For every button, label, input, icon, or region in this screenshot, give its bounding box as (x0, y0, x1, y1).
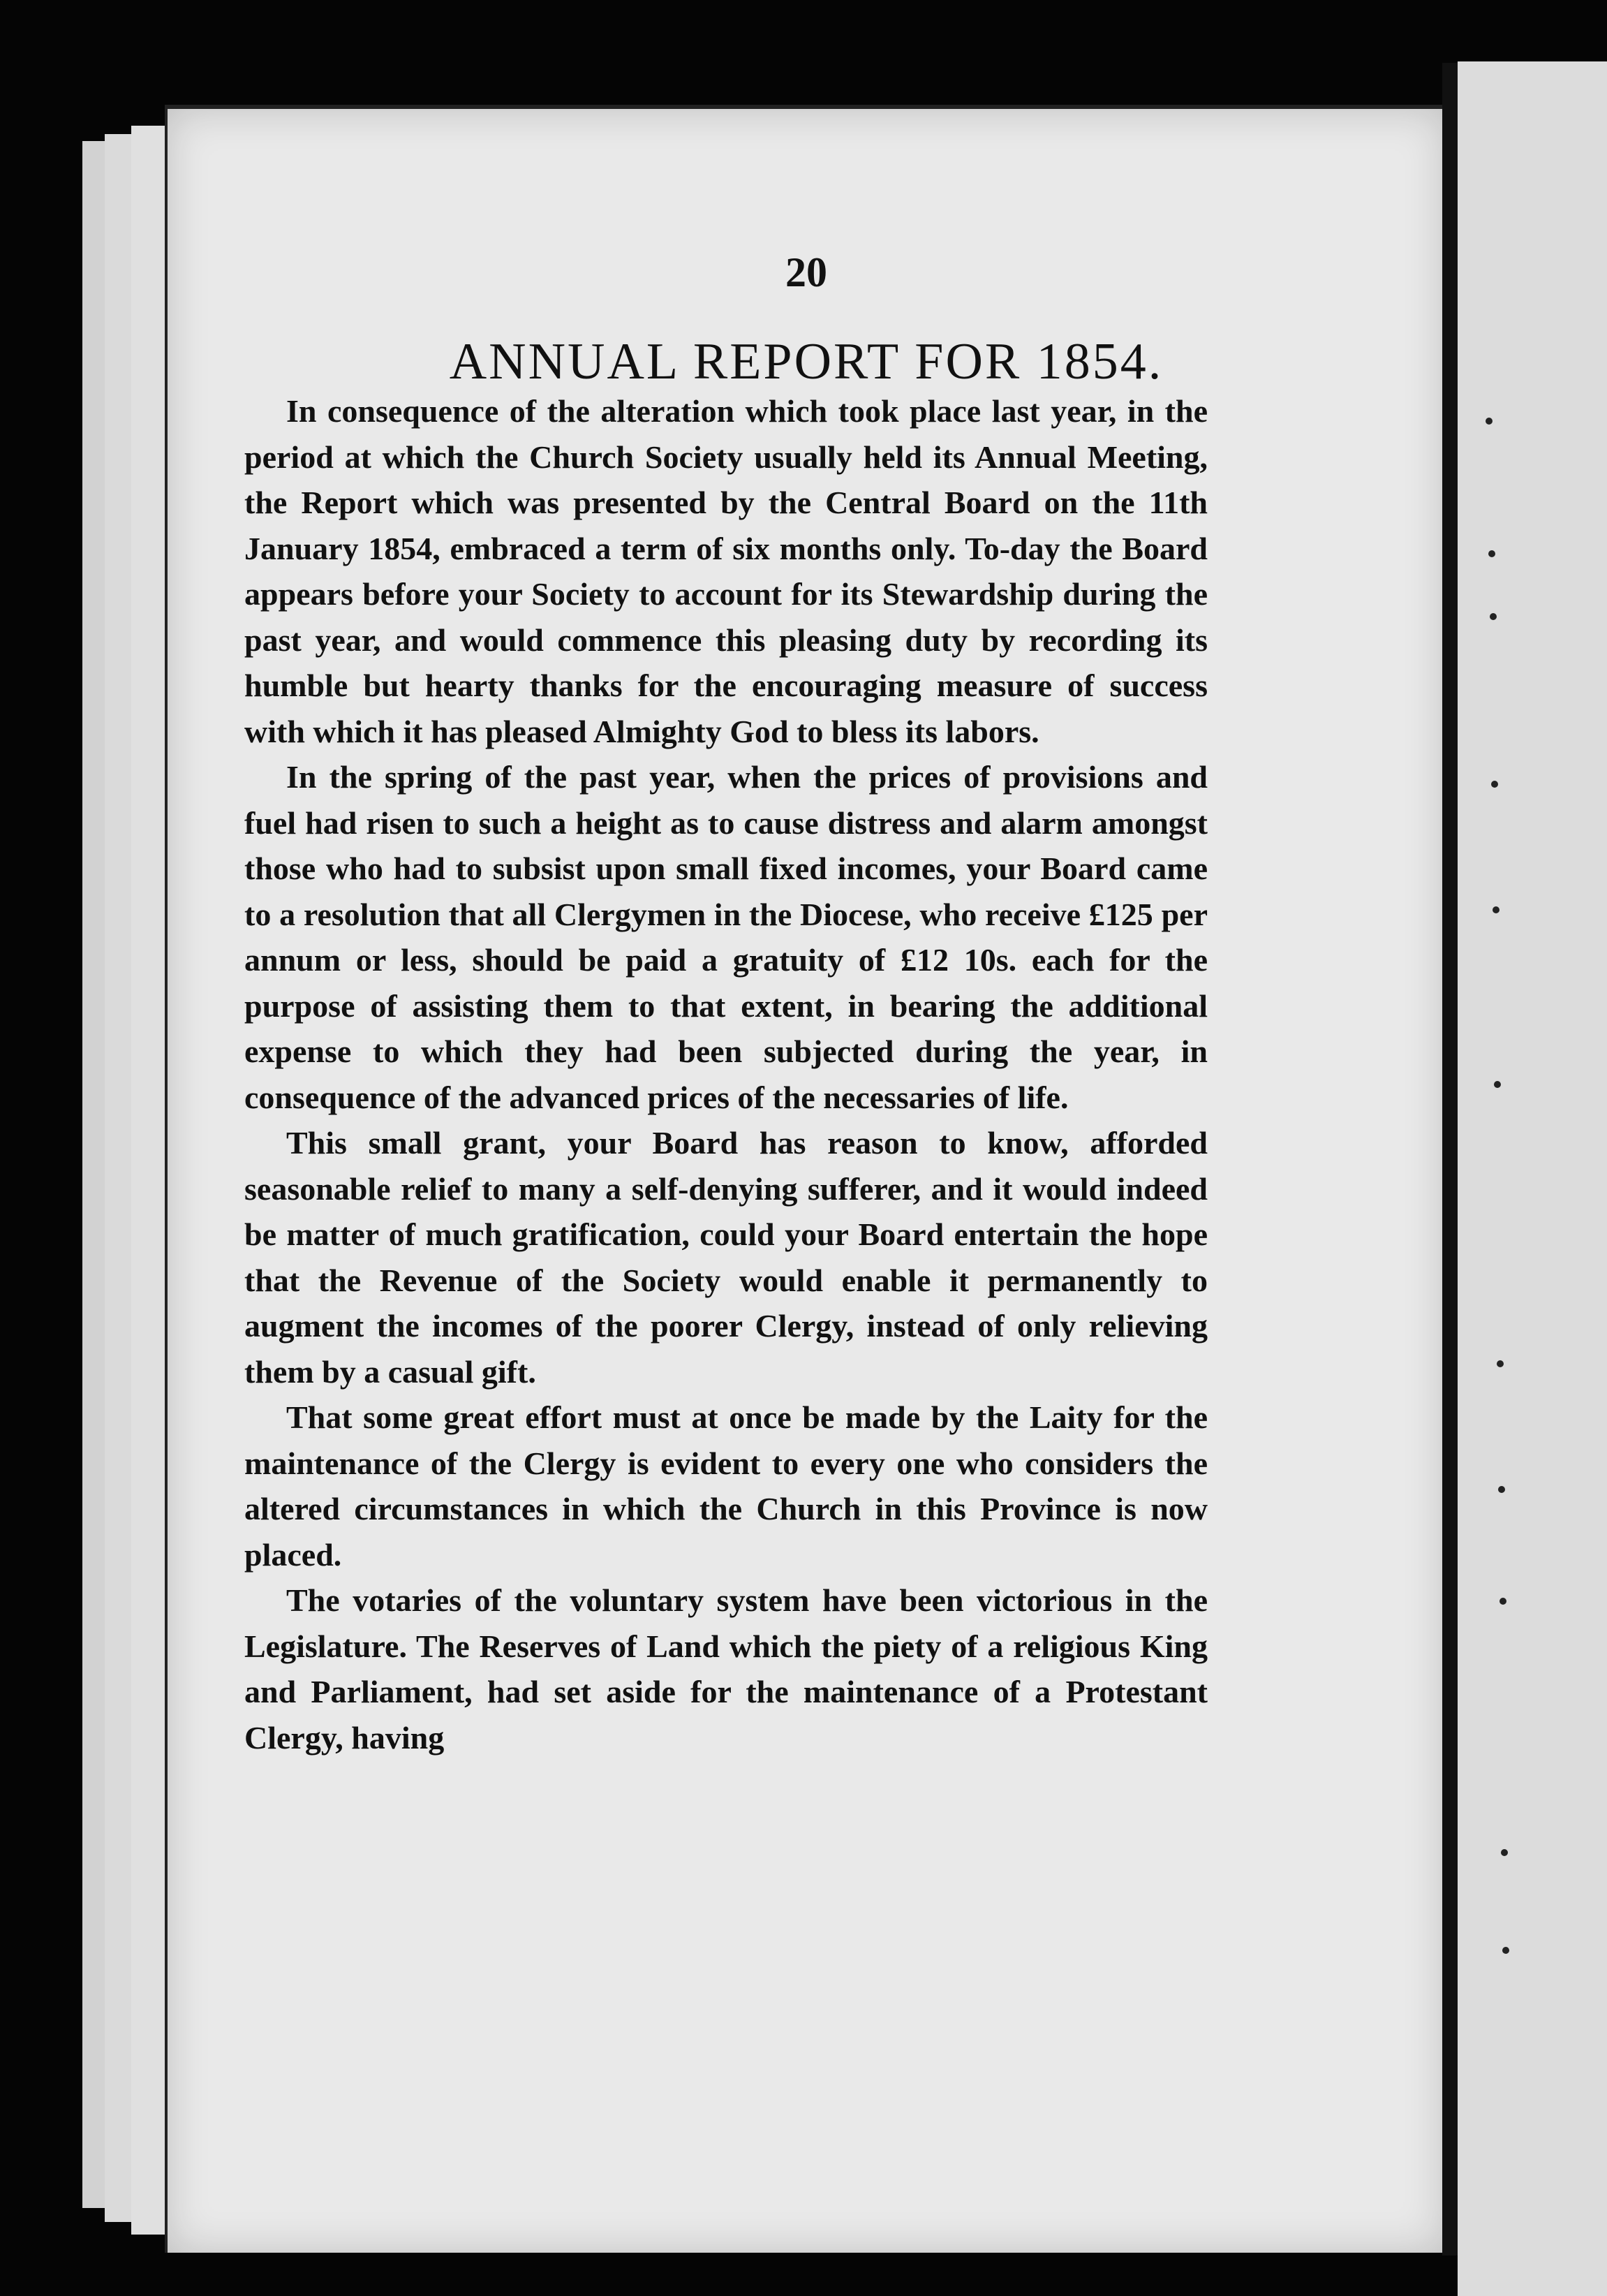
paragraph-1: In consequence of the alteration which took place last year, in the period at which the Church Society usually held its Annual Meeting, the Report which was presented by the Central Board on the 11th January 1854, embraced a term of six months only. To-day the Board appears before your Society to account for its Stewardship during the past year, and would commence this pleasing duty by recording its humble but hearty thanks for the encouraging measure of success with which it has pleased Almighty God to bless its labors. (244, 393, 1208, 749)
report-body (244, 388, 1208, 1760)
ink-speck (1494, 1081, 1501, 1088)
ink-speck (1490, 613, 1497, 620)
page-heading: ANNUAL REPORT FOR 1854. (449, 333, 1164, 390)
ink-speck (1498, 1486, 1505, 1493)
ink-speck (1493, 906, 1499, 913)
ink-speck (1486, 418, 1493, 425)
paragraph-5: The votaries of the voluntary system have been victorious in the Legislature. The Reserves of Land which the piety of a religious King and Parliament, had set aside for the maintenance of a Protestant Clergy, having (244, 1582, 1208, 1756)
ink-speck (1491, 781, 1498, 788)
page-edge-front (131, 126, 170, 2235)
ink-speck (1497, 1360, 1504, 1367)
book-gutter (1442, 63, 1458, 2255)
book-page (165, 105, 1445, 2253)
page-number: 20 (785, 249, 827, 295)
ink-speck (1501, 1849, 1508, 1856)
paragraph-4: That some great effort must at once be made by the Laity for the maintenance of the Clergy is evident to every one who considers the altered circumstances in which the Church in this Province is now placed. (244, 1399, 1208, 1573)
ink-speck (1499, 1598, 1506, 1605)
facing-page-edge (1458, 61, 1607, 2296)
paragraph-2: In the spring of the past year, when the prices of provisions and fuel had risen to such a height as to cause distress and alarm amongst those who had to subsist upon small fixed incomes, your Board came to a resolution that all Clergymen in the Diocese, who receive £125 per annum or less, should be paid a gratuity of £12 10s. each for the purpose of assisting them to that extent, in bearing the additional expense to which they had been subjected during the year, in consequence of the advanced prices of the necessaries of life. (244, 759, 1208, 1115)
ink-speck (1488, 550, 1495, 557)
paragraph-3: This small grant, your Board has reason to know, afforded seasonable relief to many a self-denying sufferer, and it would indeed be matter of much gratification, could your Board entertain the hope that the Revenue of the Society would enable it permanently to augment the incomes of the poorer Clergy, instead of only relieving them by a casual gift. (244, 1125, 1208, 1390)
ink-speck (1502, 1947, 1509, 1954)
